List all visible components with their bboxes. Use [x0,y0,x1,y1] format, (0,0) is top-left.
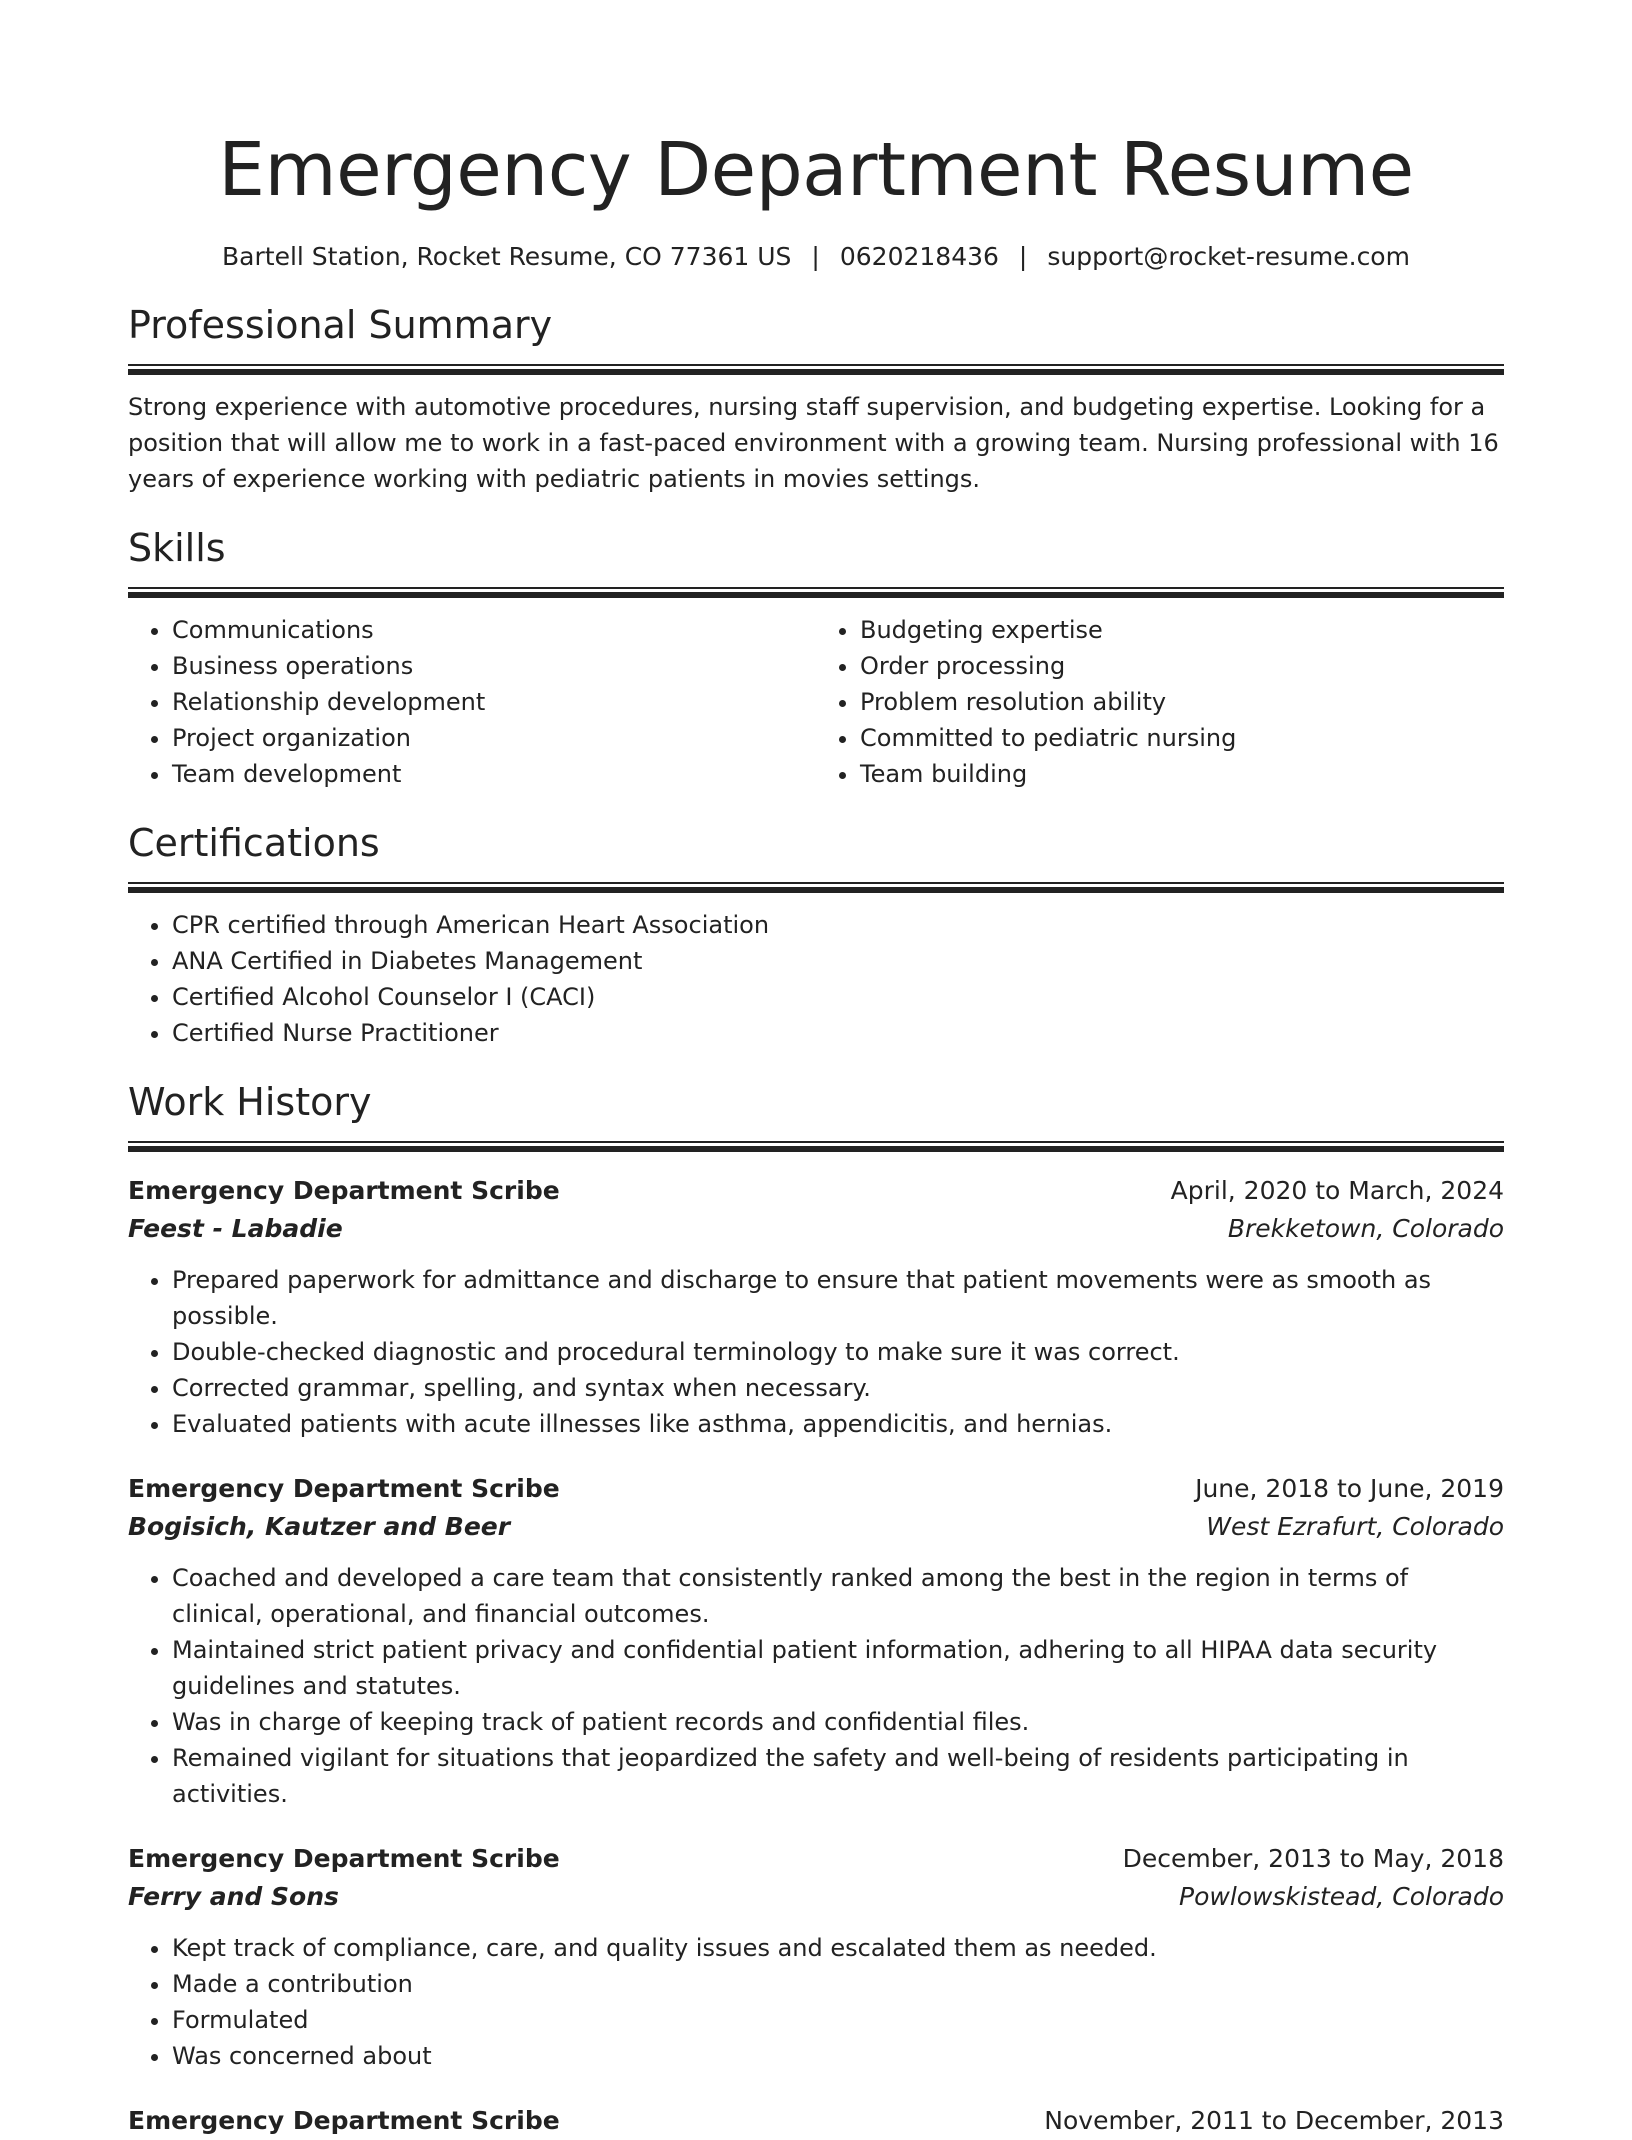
certification-item: • Certified Alcohol Counselor I (CACI) [172,979,1504,1015]
job-bullet: • Remained vigilant for situations that jeopardized the safety and well-being of residents participating in activities. [172,1740,1504,1812]
job-company-row [128,1210,1504,1248]
skills-list-left [128,612,816,792]
job-title: Emergency Department Scribe [128,2106,560,2135]
certifications-section [128,818,1504,1051]
skill-item: • Project organization [172,720,816,756]
job-header-row [128,1172,1504,1210]
summary-text: Strong experience with automotive procedures, nursing staff supervision, and budgeting expertise. Looking for a position that will allow me to work in a fast-paced environment with a growing team. Nursing professional with 16 years of experience working with pediatric patients in movies settings. [128,393,1499,493]
contact-separator: | [1018,242,1028,271]
contact-address: Bartell Station, Rocket Resume, CO 77361 US [222,242,792,271]
job-bullets [128,1930,1504,2074]
job-title: Emergency Department Scribe [128,1474,560,1503]
skills-list-right [816,612,1504,792]
job-entry [128,1470,1504,1812]
job-entry [128,1172,1504,1442]
job-bullet: • Was in charge of keeping track of patient records and confidential files. [172,1704,1504,1740]
skill-item: • Committed to pediatric nursing [860,720,1504,756]
summary-section [128,300,1504,497]
skills-columns [128,598,1504,792]
certification-item: • CPR certified through American Heart Association [172,907,1504,943]
job-bullets [128,1262,1504,1442]
job-bullet: • Corrected grammar, spelling, and syntax when necessary. [172,1370,1504,1406]
contact-phone: 0620218436 [839,242,999,271]
job-location: Powlowskistead, Colorado [1179,1882,1504,1911]
job-title: Emergency Department Scribe [128,1844,560,1873]
job-bullet: • Was concerned about [172,2038,1504,2074]
job-entry [128,2102,1504,2140]
skills-section [128,523,1504,792]
job-bullet: • Prepared paperwork for admittance and discharge to ensure that patient movements were as smooth as possible. [172,1262,1504,1334]
contact-separator: | [811,242,820,271]
skill-item: • Team development [172,756,816,792]
job-company-row [128,1878,1504,1916]
skill-item: • Business operations [172,648,816,684]
section-divider [128,882,1504,893]
skill-item: • Budgeting expertise [860,612,1504,648]
job-location: West Ezrafurt, Colorado [1206,1512,1504,1541]
job-dates: June, 2018 to June, 2019 [1195,1474,1504,1503]
section-heading-work-history: Work History [128,1080,372,1124]
certifications-list [128,907,1504,1051]
job-bullet: • Made a contribution [172,1966,1504,2002]
job-company: Feest - Labadie [128,1214,343,1243]
certification-item: • ANA Certified in Diabetes Management [172,943,1504,979]
job-company: Ferry and Sons [128,1882,339,1911]
job-company-row [128,1508,1504,1546]
job-title: Emergency Department Scribe [128,1176,560,1205]
skill-item: • Communications [172,612,816,648]
section-heading-certifications: Certifications [128,821,380,865]
job-bullet: • Coached and developed a care team that consistently ranked among the best in the region in terms of clinical, operational, and financial outcomes. [172,1560,1504,1632]
job-dates: November, 2011 to December, 2013 [1044,2106,1504,2135]
job-bullet: • Formulated [172,2002,1504,2038]
section-heading-skills: Skills [128,526,226,570]
skill-item: • Relationship development [172,684,816,720]
certification-item: • Certified Nurse Practitioner [172,1015,1504,1051]
section-heading-summary: Professional Summary [128,303,553,347]
job-bullets [128,1560,1504,1812]
skill-item: • Order processing [860,648,1504,684]
job-dates: December, 2013 to May, 2018 [1122,1844,1504,1873]
section-divider [128,364,1504,375]
job-company: Bogisich, Kautzer and Beer [128,1512,511,1541]
section-divider [128,1141,1504,1152]
job-bullet: • Kept track of compliance, care, and quality issues and escalated them as needed. [172,1930,1504,1966]
job-header-row [128,1840,1504,1878]
skill-item: • Team building [860,756,1504,792]
job-location: Brekketown, Colorado [1227,1214,1504,1243]
skill-item: • Problem resolution ability [860,684,1504,720]
job-bullet: • Double-checked diagnostic and procedural terminology to make sure it was correct. [172,1334,1504,1370]
contact-line [128,240,1504,274]
job-dates: April, 2020 to March, 2024 [1170,1176,1504,1205]
job-bullet: • Evaluated patients with acute illnesses like asthma, appendicitis, and hernias. [172,1406,1504,1442]
job-bullet: • Maintained strict patient privacy and confidential patient information, adhering to all HIPAA data security guidelines and statutes. [172,1632,1504,1704]
resume-title: Emergency Department Resume [218,127,1414,213]
job-header-row [128,2102,1504,2140]
section-divider [128,587,1504,598]
job-entry [128,1840,1504,2074]
work-history-section [128,1077,1504,2140]
job-header-row [128,1470,1504,1508]
contact-email[interactable]: support@rocket-resume.com [1047,242,1410,271]
